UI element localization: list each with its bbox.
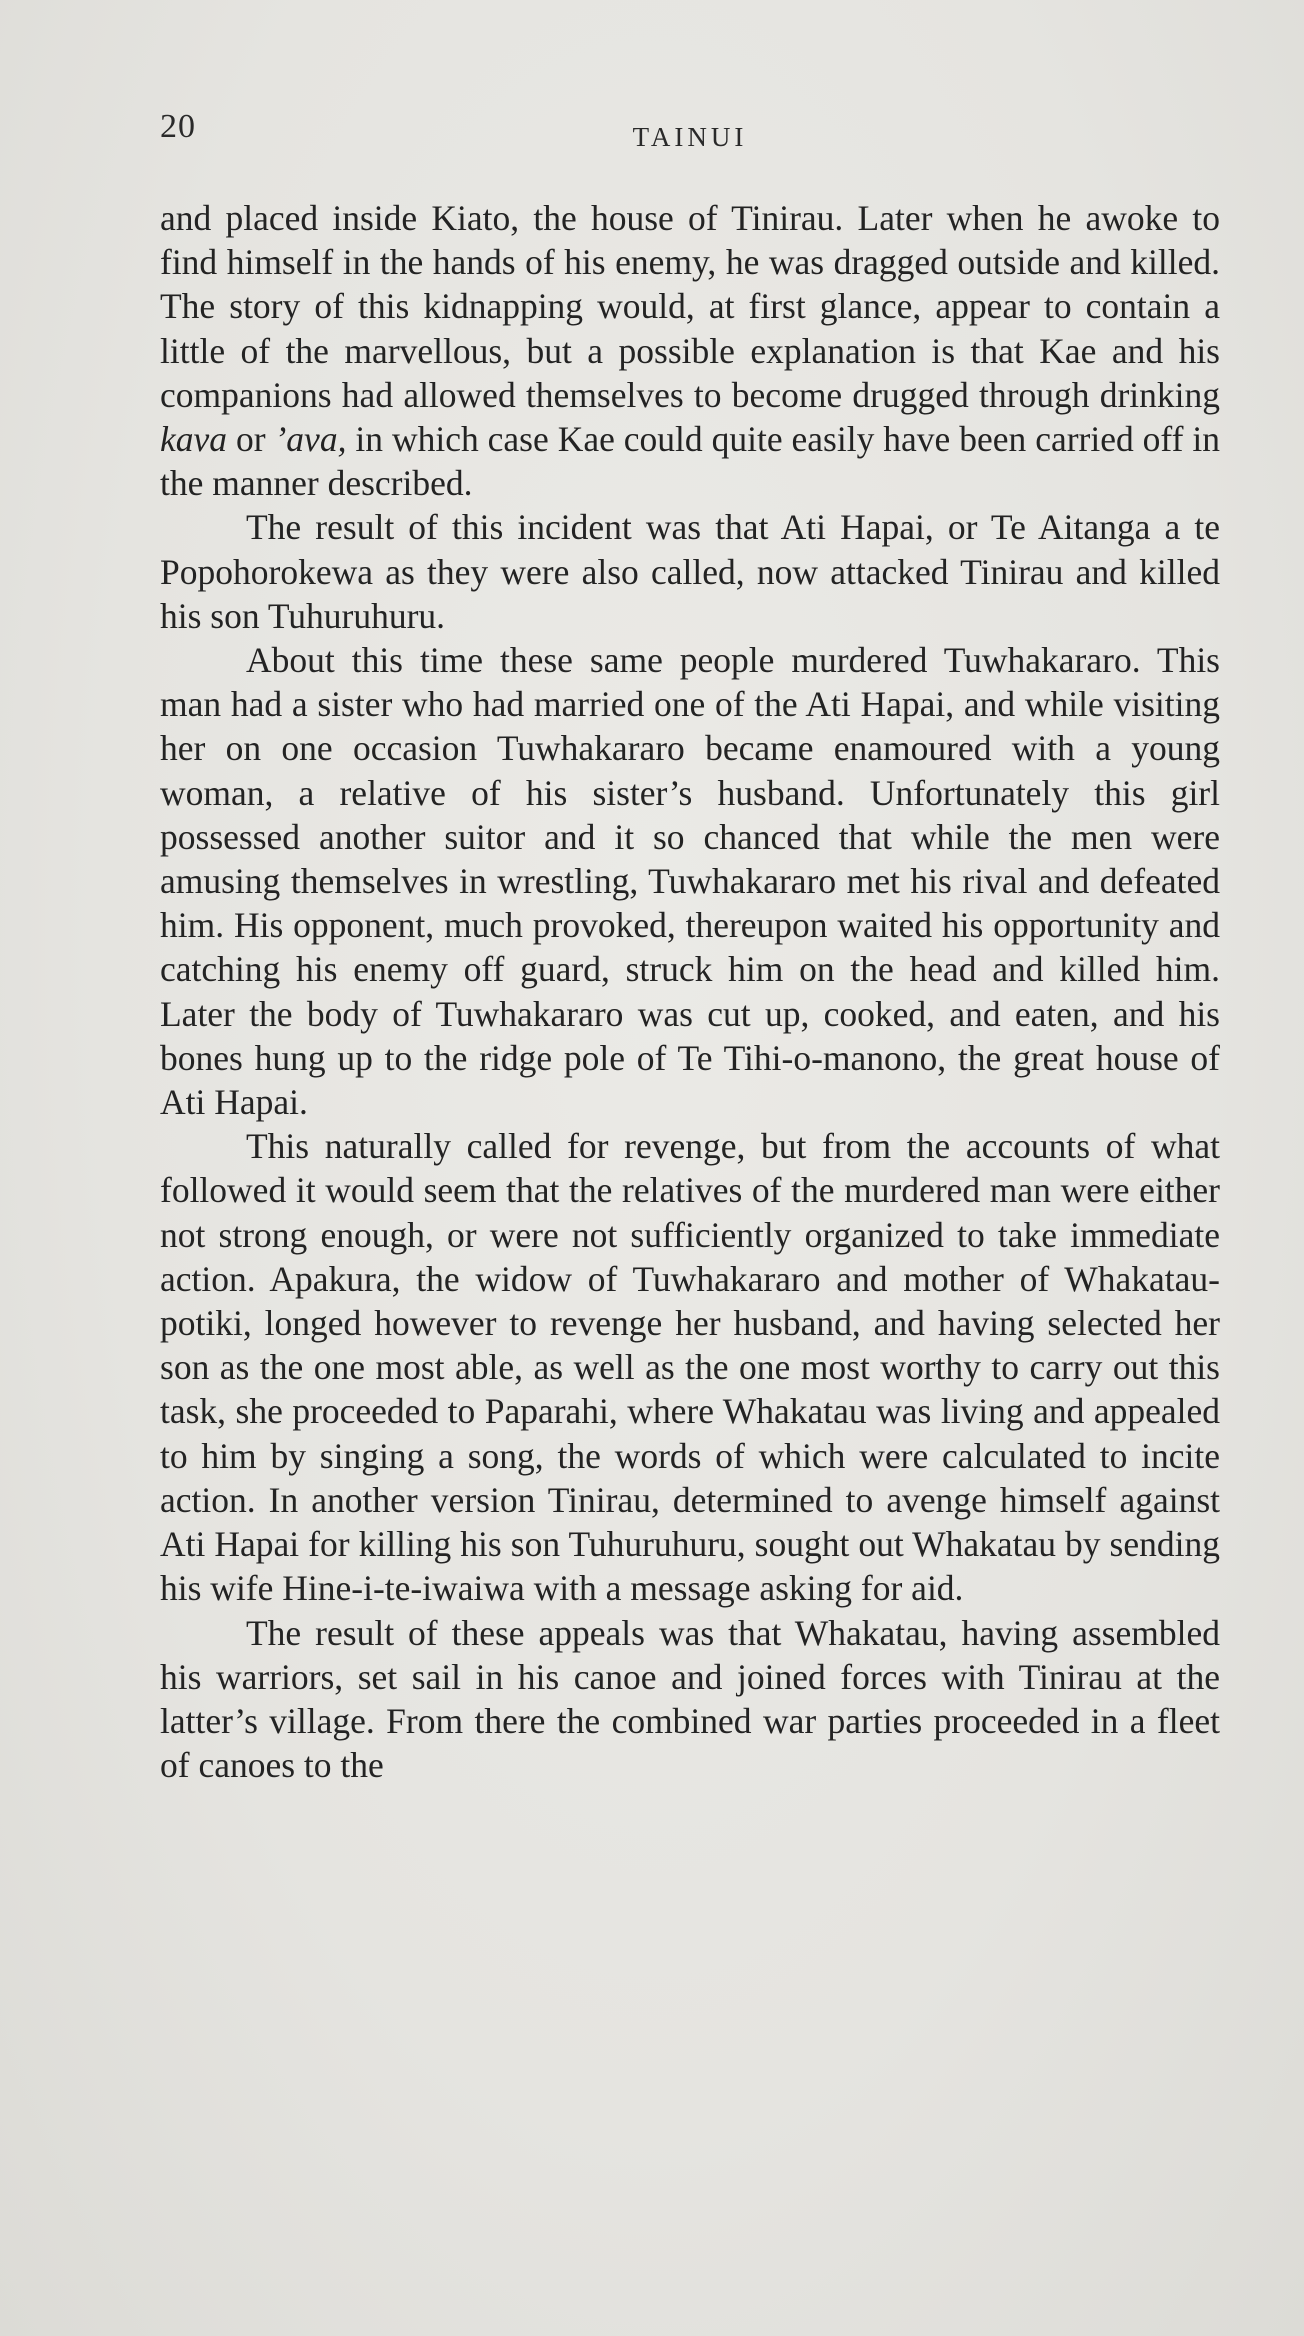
paragraph-1-text-end: in which case Kae could quite easily have been carried off in the manner described.	[160, 419, 1220, 504]
paragraph-1-text-start: and placed inside Kiato, the house of Tinirau. Later when he awoke to find himself in the hands of his enemy, he was dragged outside and killed. The story of this kidnapping would, at first glance, appear to contain a little of the marvellous, but a possible explanation is that Kae and his companions had allowed themselves to become drugged through drinking	[160, 198, 1220, 415]
paragraph-1	[160, 196, 1220, 505]
paragraph-1-text-or: or	[227, 419, 275, 460]
page-number: 20	[160, 108, 196, 145]
body-text	[160, 196, 1220, 1787]
paragraph-5: The result of these appeals was that Whakatau, having assembled his warriors, set sail in his canoe and joined forces with Tinirau at the latter’s village. From there the combined war parties proceeded in a fleet of canoes to the	[160, 1612, 1220, 1786]
paragraph-2: The result of this incident was that Ati Hapai, or Te Aitanga a te Popohorokewa as they were also called, now attacked Tinirau and killed his son Tuhuruhuru.	[160, 507, 1220, 636]
italic-kava: kava	[160, 419, 228, 460]
running-title: TAINUI	[632, 122, 748, 152]
paragraph-3: About this time these same people murdered Tuwhakararo. This man had a sister who had married one of the Ati Hapai, and while visiting her on one occasion Tuwhakararo became enamoured with a young woman, a relative of his sister’s husband. Unfortunately this girl possessed another suitor and it so chanced that while the men were amusing themselves in wrestling, Tuwhakararo met his rival and defeated him. His opponent, much provoked, thereupon waited his opportunity and catching his enemy off guard, struck him on the head and killed him. Later the body of Tuwhakararo was cut up, cooked, and eaten, and his bones hung up to the ridge pole of Te Tihi-o-manono, the great house of Ati Hapai.	[160, 640, 1220, 1123]
page-header	[160, 108, 1220, 158]
italic-ava: ’ava,	[274, 419, 347, 460]
paragraph-4: This naturally called for revenge, but from the accounts of what followed it would seem that the relatives of the murdered man were either not strong enough, or were not sufficiently organized to take immediate action. Apakura, the widow of Tuwhakararo and mother of Whakatau-potiki, longed however to revenge her husband, and having selected her son as the one most able, as well as the one most worthy to carry out this task, she proceeded to Paparahi, where Whakatau was living and appealed to him by singing a song, the words of which were calculated to incite action. In another version Tinirau, determined to avenge himself against Ati Hapai for killing his son Tuhuruhuru, sought out Whakatau by sending his wife Hine-i-te-iwaiwa with a message asking for aid.	[160, 1126, 1220, 1609]
